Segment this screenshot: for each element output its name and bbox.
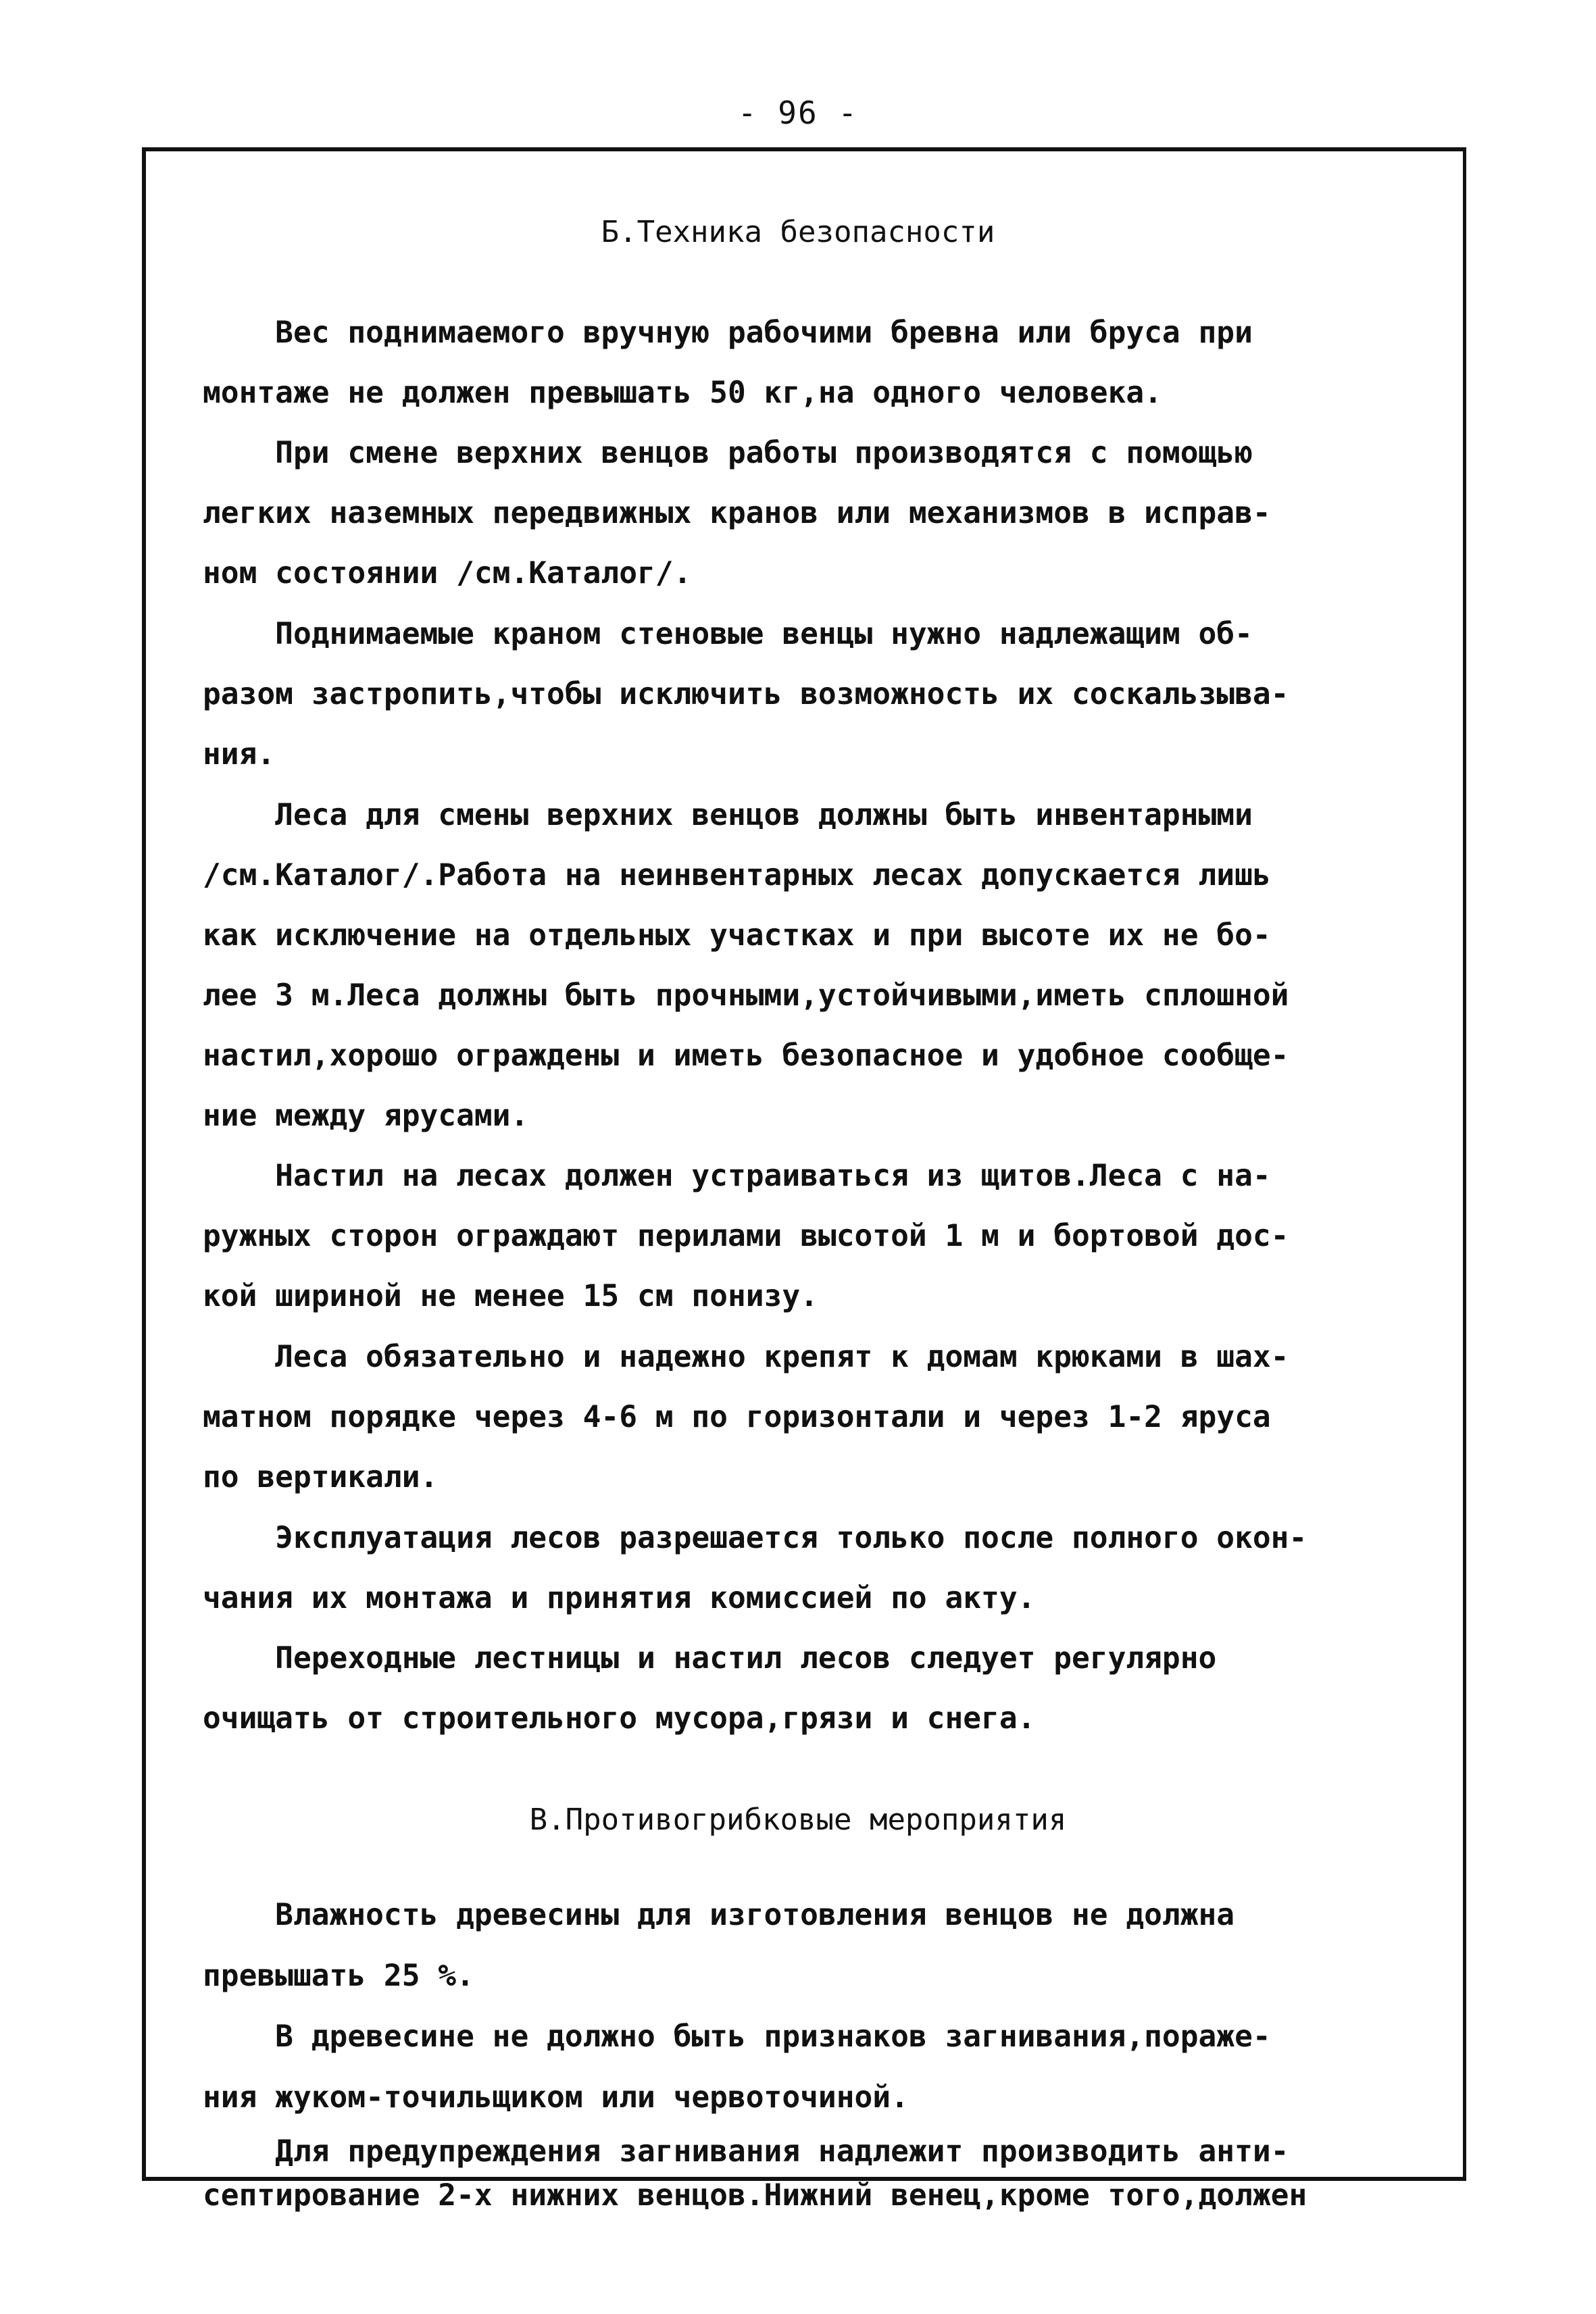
text-line: монтаже не должен превышать 50 кг,на одного человека. bbox=[203, 376, 1162, 410]
text-line: ния жуком-точильщиком или червоточиной. bbox=[203, 2080, 909, 2115]
text-line: ном состоянии /см.Каталог/. bbox=[203, 556, 692, 590]
text-line: превышать 25 %. bbox=[203, 1959, 474, 1993]
text-line: ние между ярусами. bbox=[203, 1099, 529, 1133]
text-line: Леса обязательно и надежно крепят к домам крюками в шах- bbox=[203, 1340, 1289, 1374]
text-line: Переходные лестницы и настил лесов следует регулярно bbox=[203, 1641, 1217, 1676]
text-line: Эксплуатация лесов разрешается только после полного окон- bbox=[203, 1521, 1307, 1555]
section-body-antifungal bbox=[203, 1885, 1446, 2216]
text-line: матном порядке через 4-6 м по горизонтали и через 1-2 яруса bbox=[203, 1400, 1271, 1434]
text-line: /см.Каталог/.Работа на неинвентарных лесах допускается лишь bbox=[203, 858, 1271, 892]
text-line: Влажность древесины для изготовления венцов не должна bbox=[203, 1898, 1235, 1932]
text-line: септирование 2-х нижних венцов.Нижний венец,кроме того,должен bbox=[203, 2178, 1307, 2213]
text-line: настил,хорошо ограждены и иметь безопасное и удобное сообще- bbox=[203, 1038, 1289, 1073]
text-line: ружных сторон ограждают перилами высотой 1 м и бортовой дос- bbox=[203, 1219, 1289, 1253]
text-line: Поднимаемые краном стеновые венцы нужно надлежащим об- bbox=[203, 617, 1253, 651]
text-line: ния. bbox=[203, 737, 276, 772]
text-line: кой шириной не менее 15 см понизу. bbox=[203, 1279, 818, 1313]
text-line: чания их монтажа и принятия комиссией по акту. bbox=[203, 1581, 1036, 1615]
text-line: легких наземных передвижных кранов или механизмов в исправ- bbox=[203, 496, 1271, 530]
text-line: лее 3 м.Леса должны быть прочными,устойчивыми,иметь сплошной bbox=[203, 978, 1289, 1013]
text-line: Вес поднимаемого вручную рабочими бревна или бруса при bbox=[203, 316, 1253, 350]
text-line: Леса для смены верхних венцов должны быть инвентарными bbox=[203, 798, 1253, 832]
text-line: очищать от строительного мусора,грязи и снега. bbox=[203, 1701, 1036, 1736]
text-line: по вертикали. bbox=[203, 1460, 439, 1494]
text-line: разом застропить,чтобы исключить возможность их соскальзыва- bbox=[203, 677, 1289, 711]
section-body-safety bbox=[203, 303, 1446, 1749]
text-line: как исключение на отдельных участках и при высоте их не бо- bbox=[203, 918, 1271, 953]
text-line: Настил на лесах должен устраиваться из щитов.Леса с на- bbox=[203, 1159, 1271, 1193]
text-line: В древесине не должно быть признаков загнивания,пораже- bbox=[203, 2019, 1271, 2054]
section-heading-safety: Б.Техника безопасности bbox=[601, 215, 995, 249]
page-number: - 96 - bbox=[737, 95, 859, 131]
text-line: Для предупреждения загнивания надлежит производить анти- bbox=[203, 2134, 1289, 2169]
text-line: При смене верхних венцов работы производятся с помощью bbox=[203, 436, 1253, 470]
section-heading-antifungal: В.Противогрибковые мероприятия bbox=[529, 1803, 1067, 1837]
